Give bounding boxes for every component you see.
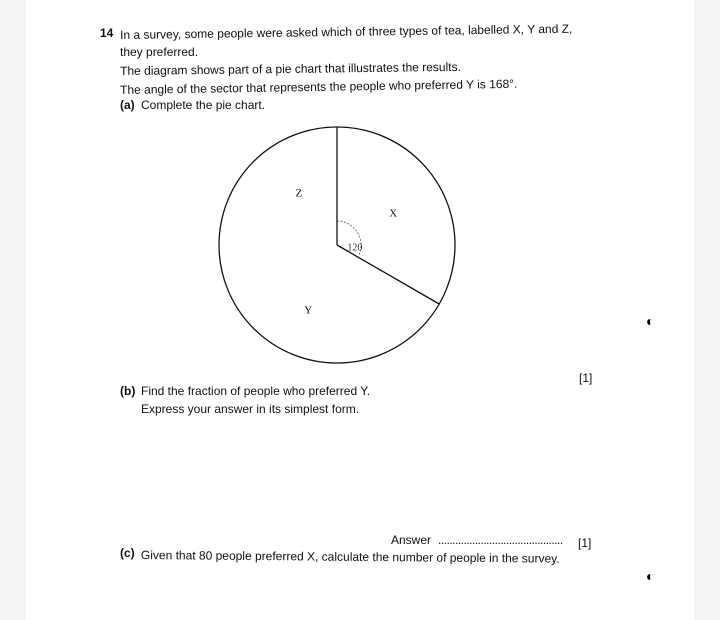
sector-label-z: Z [295, 187, 303, 200]
part-a-marks: [1] [579, 371, 593, 385]
pie-chart [26, 0, 694, 620]
answer-line[interactable]: ............................................ [438, 533, 563, 547]
part-c-text: Given that 80 people preferred X, calculate the number of people in the survey. [140, 548, 560, 566]
part-a-label: (a) [120, 98, 135, 112]
question-angle-line: The angle of the sector that represents the people who preferred Y is 168°. [120, 76, 518, 97]
part-b-marks: [1] [578, 536, 592, 550]
side-mark-2: ◐ [646, 568, 655, 584]
angle-label: 120 [347, 242, 363, 254]
part-b-label: (b) [120, 384, 136, 398]
part-c-label: (c) [120, 546, 135, 560]
question-intro-line2: they preferred. [120, 45, 199, 59]
question-intro-line1: In a survey, some people were asked which of three types of tea, labelled X, Y and Z, [120, 21, 573, 42]
pie-radius-120 [337, 242, 439, 304]
question-number: 14 [100, 26, 114, 40]
part-b-line1: Find the fraction of people who preferred Y. [141, 384, 371, 398]
answer-label: Answer [391, 533, 432, 547]
exam-page [26, 0, 694, 620]
sector-label-y: Y [304, 304, 313, 317]
part-a-text: Complete the pie chart. [141, 98, 266, 112]
side-mark-1: ◐ [646, 313, 655, 329]
part-b-line2: Express your answer in its simplest form. [141, 402, 360, 416]
question-diagram-line: The diagram shows part of a pie chart that illustrates the results. [120, 59, 461, 78]
sector-label-x: X [389, 207, 398, 220]
